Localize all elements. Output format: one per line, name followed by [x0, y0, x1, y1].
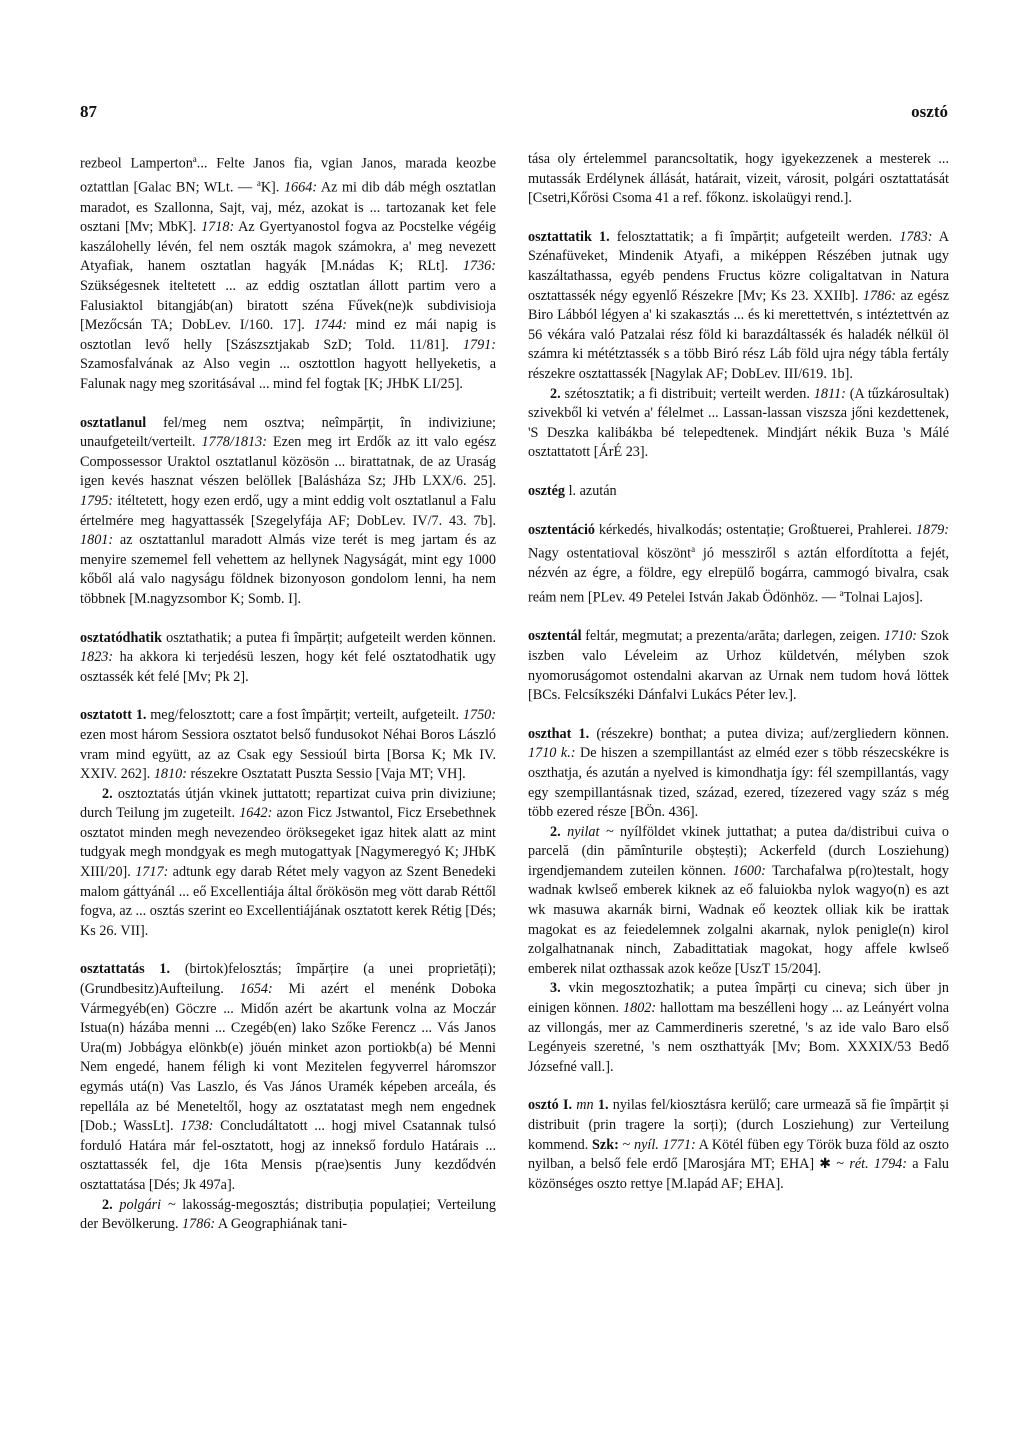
headword: osztattatás — [80, 961, 145, 978]
entry-paragraph — [528, 228, 949, 385]
dictionary-entry-osztég — [528, 482, 949, 502]
right-column — [528, 150, 949, 1213]
entry-text: azon Ficz Jstwantol, Ficz Ersebethnek osztatot minden megh nevezendeo öröksegeket igaz hitek alatt az mint tudgyak megh mondgyak es megh mutogattyak [Nagymeregyó K; JHbK XIII/20]. — [80, 805, 496, 881]
sense-number: 2. — [550, 385, 561, 402]
dictionary-entry-osztentacio — [528, 521, 949, 609]
entry-text: az egész Biro Lábból légyen a' ki szakasztás ... és ki merettettvén, s intéztettvén az 56 vékára való Patzalai rész föld ki barazdáltassék és haladék nélkül öl számra ki mététztassék s a több Biró rész Láb föld ujra négy tábla fertály részekre osztattassék [Nagylak AF; DobLev. III/619. 1b]. — [528, 287, 949, 382]
italic-text: 1710 k.: — [528, 745, 576, 762]
entry-paragraph — [80, 706, 496, 784]
entry-paragraph — [80, 960, 496, 1195]
entry-text: rezbeol Lamperton — [80, 155, 193, 172]
italic-text: rét. — [849, 1156, 869, 1173]
italic-text: 1879: — [915, 521, 949, 538]
italic-text: 1801: — [80, 532, 114, 549]
entry-text: Szükségesnek iteltetett ... az eddig osztatlan állott partim vero a Falusiaktol bitangjáb(an) biratott széna Fűvek(ne)k subdivisioja [Mezőcsán TA; DobLev. I/160. 17]. — [80, 278, 496, 334]
italic-text: 1795: — [80, 492, 114, 509]
dictionary-entry-osztatodhatik — [80, 629, 496, 688]
dictionary-entry-cont-prev — [80, 150, 496, 395]
entry-text: Concludáltatott ... hogj mivel Csatannak tulsó forduló Határa már fel-osztatott, hogj az innekső fordulo Határais ... osztattassék fel, dje 16ta Mensis p(rae)sentis Juny kezdődvén osztattatása [Dés; Jk 497a]. — [80, 1118, 496, 1193]
entry-paragraph — [528, 1096, 949, 1194]
dictionary-entry-oszto — [528, 1096, 949, 1194]
dictionary-entry-osztattatas — [80, 960, 496, 1234]
entry-text: osztathatik; a putea fi împărțit; aufgeteilt werden können. — [161, 629, 496, 646]
sense-number: I. — [562, 1097, 573, 1114]
sense-number: 2. — [102, 785, 113, 802]
sense-number: 1. — [159, 961, 171, 978]
italic-text: 1771: — [662, 1136, 696, 1153]
entry-text: Tolnai Lajos]. — [843, 589, 923, 606]
entry-text: Szamosfalvának az Also vegin ... osztottlon hagyott hellyeketis, a Falunak nagy meg szoritásával ... mind fel fogtak [K; JHbK LI/25]. — [80, 356, 496, 392]
italic-text: 1738: — [180, 1118, 214, 1135]
entry-text: ~ — [618, 1136, 635, 1153]
entry-text: osztoztatás útján vkinek juttatott; repartizat cuiva prin diviziune; durch Teilung jm zugeteilt. — [80, 785, 496, 822]
entry-paragraph — [80, 1196, 496, 1235]
sense-number: Szk: — [592, 1136, 619, 1153]
italic-text: 1642: — [239, 805, 273, 822]
entry-text: K]. — [260, 180, 284, 197]
entry-text: mind ez mái napig is osztotlan levő helly [Szászsztjakab SzD; Told. 11/81]. — [80, 317, 496, 353]
entry-text: nyílföldet vkinek juttathat; a putea da/distribui cuiva o parcelă (din pămînturile obștești); Ackerfeld (durch Losziehung) irgendjemandem zuteilen können. — [528, 823, 949, 879]
superscript-marker: a — [839, 588, 844, 599]
italic-text: 1810: — [153, 766, 187, 783]
italic-text: mn — [576, 1097, 594, 1114]
italic-text: 1791: — [462, 336, 496, 353]
headword: osztó — [528, 1097, 559, 1114]
entry-text: itéltetett, hogy ezen erdő, ugy a mint eddig volt osztatlanul a Falu értelmére meg hagyattassék [Szegelyfája AF; DobLev. IV/7. 43. 7b]. — [80, 492, 496, 529]
italic-text: 1811: — [813, 385, 846, 402]
entry-text: lakosság-megosztás; distribuția populației; Verteilung der Bevölkerung. — [80, 1196, 496, 1233]
dictionary-entry-osztatlanul — [80, 414, 496, 610]
italic-text: 1744: — [313, 317, 347, 334]
italic-text: 1786: — [862, 287, 897, 304]
entry-paragraph — [528, 482, 949, 502]
entry-text — [592, 229, 599, 245]
entry-text: az osztattanlul maradott Almás vize terét is meg jartam és az menyire szememel fell vehettem az hellynek Nagyságát, mint egy 1000 kőből alá valo nagyságu földnek bizonyoson gondolom lenni, ha nem többnek [M.nagyzsombor K; Somb. I]. — [80, 532, 496, 607]
entry-paragraph — [80, 414, 496, 610]
entry-text: Az mi dib dáb mégh osztatlan maradot, es Szallonna, Sajt, vaj, méz, azokat is ... tartozanak ket fele osztani [Mv; MbK]. — [80, 180, 496, 236]
page-header — [80, 102, 948, 130]
entry-paragraph — [528, 823, 949, 980]
italic-text: 1654: — [239, 981, 273, 998]
entry-text: ha akkora ki terjedésü leszen, hogy két felé osztatodhatik ugy osztassék két felé [Mv; Pk 2]. — [80, 649, 496, 685]
entry-text: tása oly értelemmel parancsoltatik, hogy igyekezzenek a mesterek ... mutassák Erdélynek állását, határait, vizeit, városit, polgári osztattatását [Csetri,Kőrösi Csoma 41 a ref. főkonz. iskolaügyi rend.]. — [528, 151, 949, 207]
dictionary-entry-cont-right — [528, 150, 949, 209]
left-column — [80, 150, 496, 1254]
italic-text: 1802: — [623, 1000, 657, 1017]
headword: osztentál — [528, 628, 582, 645]
italic-text: 1717: — [135, 864, 169, 881]
italic-text: 1736: — [462, 258, 496, 275]
running-headword: osztó — [911, 102, 948, 121]
headword: osztattatik — [528, 228, 592, 245]
entry-text: A Kötél füben egy Török buza föld az oszto nyilban, a belső fele erdő [Marosjára MT; EHA] ✱ ~ — [528, 1136, 949, 1173]
headword: oszthat — [528, 725, 572, 742]
entry-text: a Falu közönséges oszto rettye [M.lapád AF; EHA]. — [528, 1156, 949, 1192]
headword: osztatott — [80, 707, 132, 724]
dictionary-entry-osztental — [528, 627, 949, 705]
entry-text: szétosztatik; a fi distribuit; verteilt werden. — [560, 385, 814, 402]
italic-text: 1600: — [732, 862, 766, 879]
entry-text: Az Gyertyanostol fogva az Pocstelke végéig kaszálohelly lévén, fel nem oszták magok számokra, a' meg nevezett Atyafiak, hanem osztatlan hagyák [M.nádas K; RLt]. — [80, 219, 496, 275]
italic-text: 1718: — [201, 219, 235, 236]
entry-paragraph — [80, 150, 496, 395]
sense-number: 1. — [578, 725, 590, 742]
entry-text: (A tűzkárosultak) szivekből ki vetvén a' félelmet ... Lassan-lassan viszsza jőni kezdettenek, 'S Deszka kalibákba bé telepedtenek. Mindjárt nékik Buza 's Málé osztattatott [ÁrÉ 23]. — [528, 385, 949, 461]
dictionary-entry-osztatott — [80, 706, 496, 941]
entry-text: hallottam ma beszélleni hogy ... az Leányért volna az villongás, mer az Cammerdineris szeretné, 's az ide valo Baro első Legényeis szeretné, 's nem oszthattyák [Mv; Bom. XXXIX/53 Bedő Józsefné vall.]. — [528, 1000, 949, 1075]
headword: osztég — [528, 482, 566, 499]
italic-text: nyilat ~ — [567, 823, 614, 840]
sense-number: 1. — [597, 1097, 609, 1114]
entry-text: kérkedés, hivalkodás; ostentație; Großtuerei, Prahlerei. — [594, 521, 916, 538]
entry-text: l. azután — [565, 482, 617, 499]
entry-paragraph — [80, 785, 496, 942]
superscript-marker: a — [691, 544, 696, 555]
entry-text: vkin megosztozhatik; a putea împărți cu cineva; sich über jn einigen können. — [528, 980, 949, 1017]
headword: osztatlanul — [80, 414, 147, 431]
entry-text: feltár, megmutat; a prezenta/arăta; darlegen, zeigen. — [581, 628, 884, 645]
entry-paragraph — [528, 385, 949, 463]
sense-number: 2. — [550, 823, 561, 840]
entry-text: Szok iszben valo Léveleim az Urhoz küldetvén, mélyben szok nyomoruságomot ostendalni akarvan az Urnak nem tudom hová löttek [BCs. Felcsíkszéki Dánfalvi Lukács Péter lev.]. — [528, 628, 949, 704]
entry-text: nyilas fel/kiosztásra kerülő; care urmează să fie împărțit și distribuit (prin tragere la sorți); (durch Losziehung) zur Verteilung kommend. — [528, 1097, 950, 1153]
entry-text: Ezen meg irt Erdők az itt valo egész Compossessor Uraktol osztatlanul közösön ... birattatnak, de az Uraság igen kevés hasznat vészen belöllek [Balásháza Sz; JHb LXX/6. 25]. — [80, 434, 496, 490]
sense-number: 2. — [102, 1196, 113, 1213]
entry-text — [571, 726, 578, 742]
entry-text: Mi azért el menénk Doboka Vármegyéb(en) Göczre ... Midőn azért be akartunk volna az Moczár Istua(n) házába menni ... Czegéb(en) lako Szőke Ferencz ... Vás Janos Ura(m) Jobbágya elönkb(e) jöuén minket azon portiokb(a) bé Menni Nem engedé, hanem féligh ki vont Mezitelen fegyverrel háromszor egymás utá(n) Vas Laszlo, és Vas János Uramék képeben arceála, és repellála az bé Meneteltől, hogy az osztatatast megh nem engednek [Dob.; WassLt]. — [80, 981, 496, 1135]
italic-text: 1778/1813: — [201, 434, 267, 451]
sense-number: 1. — [598, 228, 610, 245]
entry-text: Nagy ostentatioval köszönt — [528, 545, 692, 562]
entry-paragraph — [528, 627, 949, 705]
entry-text: részekre Osztatatt Puszta Sessio [Vaja MT; VH]. — [186, 766, 466, 783]
entry-paragraph — [528, 979, 949, 1077]
entry-paragraph — [528, 521, 949, 609]
italic-text: 1783: — [899, 228, 933, 245]
entry-text: jó messziről s aztán elfordította a fejét, nézvén az égre, a földre, egy elrepülő bogárra, cammogó bivalra, csak reám nem [PLev. 49 Petelei István Jakab Ödönhöz. — — [528, 545, 949, 606]
entry-text — [145, 961, 160, 977]
entry-paragraph — [80, 629, 496, 688]
entry-text: Tarchafalwa p(ro)testalt, hogy wadnak kwlseő emberek kiknek az eő faluiokba nylok wagyo(n) es azt wk masuwa akarnák birni, Wadnak eő keoztek olliak kik be irattak magokat es az feiedelemnek zolgalni akarnak, nylok penigle(n) kirol zolgalhatnanak ninch, Zabadittatiak magokat, hogy affele kwlseő emberek nilat ozthassak azok keőze [UszT 15/204]. — [528, 862, 949, 977]
italic-text: 1786: — [182, 1216, 216, 1233]
entry-text: A Szénafüveket, Mindenik Atyafi, a miképpen Részében jutnak ugy kaszáltathassa, egyéb pendens Fructus közre coligaltatvan in Natura osztattassék négy egyenlő Részekre [Mv; Ks 23. XXIIb]. — [528, 228, 950, 304]
italic-text: nyíl. — [634, 1136, 659, 1153]
entry-paragraph — [528, 725, 949, 823]
entry-text: ezen most három Sessiora osztatot belső fundusokot Néhai Boros László vram mind együtt, az az Csak egy Sessioúl birta [Borsa K; Mk IV. XXIV. 262]. — [80, 726, 496, 783]
sense-number: 3. — [550, 980, 561, 997]
headword: osztatódhatik — [80, 629, 162, 646]
dictionary-entry-oszthat — [528, 725, 949, 1078]
sense-number: 1. — [135, 707, 147, 724]
dictionary-entry-osztattatik — [528, 228, 949, 463]
superscript-marker: a — [192, 154, 197, 164]
italic-text: 1710: — [883, 628, 917, 645]
italic-text: 1823: — [80, 649, 114, 666]
entry-text: (részekre) bonthat; a putea diviza; auf/zergliedern können. — [589, 725, 949, 742]
superscript-marker: a — [256, 178, 261, 189]
italic-text: 1750: — [462, 707, 496, 724]
entry-text: De hiszen a szempillantást az elméd ezer s több részecskékre is oszthatja, és azután a nyelved is kimondhatja így: fél szempillantás, vagy egy szempillantásnak tized, század, ezered, tízezered vagy száz s még több ezered része [BÖn. 436]. — [528, 745, 949, 821]
entry-text: adtunk egy darab Rétet mely vagyon az Szent Benedeki malom gáttyánál ... eő Excellentiája által őrökösön meg vött darab Réttől fogva, az ... osztás szerint eo Excellentiájának osztatott kerek Rétig [Dés; Ks 26. VII]. — [80, 864, 497, 939]
page-number: 87 — [80, 102, 97, 121]
entry-text: A Geographiának tani- — [215, 1216, 348, 1233]
italic-text: 1794: — [873, 1156, 907, 1173]
entry-text: fel/meg nem osztva; neîmpărțit, în indiviziune; unaufgeteilt/verteilt. — [80, 414, 496, 451]
entry-paragraph — [528, 150, 949, 209]
italic-text: polgári ~ — [119, 1196, 176, 1213]
entry-text: (birtok)felosztás; împărțire (a unei proprietăți); (Grundbesitz)Aufteilung. — [80, 961, 497, 998]
entry-text: ... Felte Janos fia, vgian Janos, marada keozbe oztattlan [Galac BN; WLt. — — [80, 155, 496, 197]
entry-text: meg/felosztott; care a fost împărțit; verteilt, aufgeteilt. — [146, 707, 463, 724]
entry-text: felosztattatik; a fi împărțit; aufgeteilt werden. — [609, 228, 900, 245]
headword: osztentáció — [528, 521, 595, 538]
italic-text: 1664: — [283, 180, 318, 197]
